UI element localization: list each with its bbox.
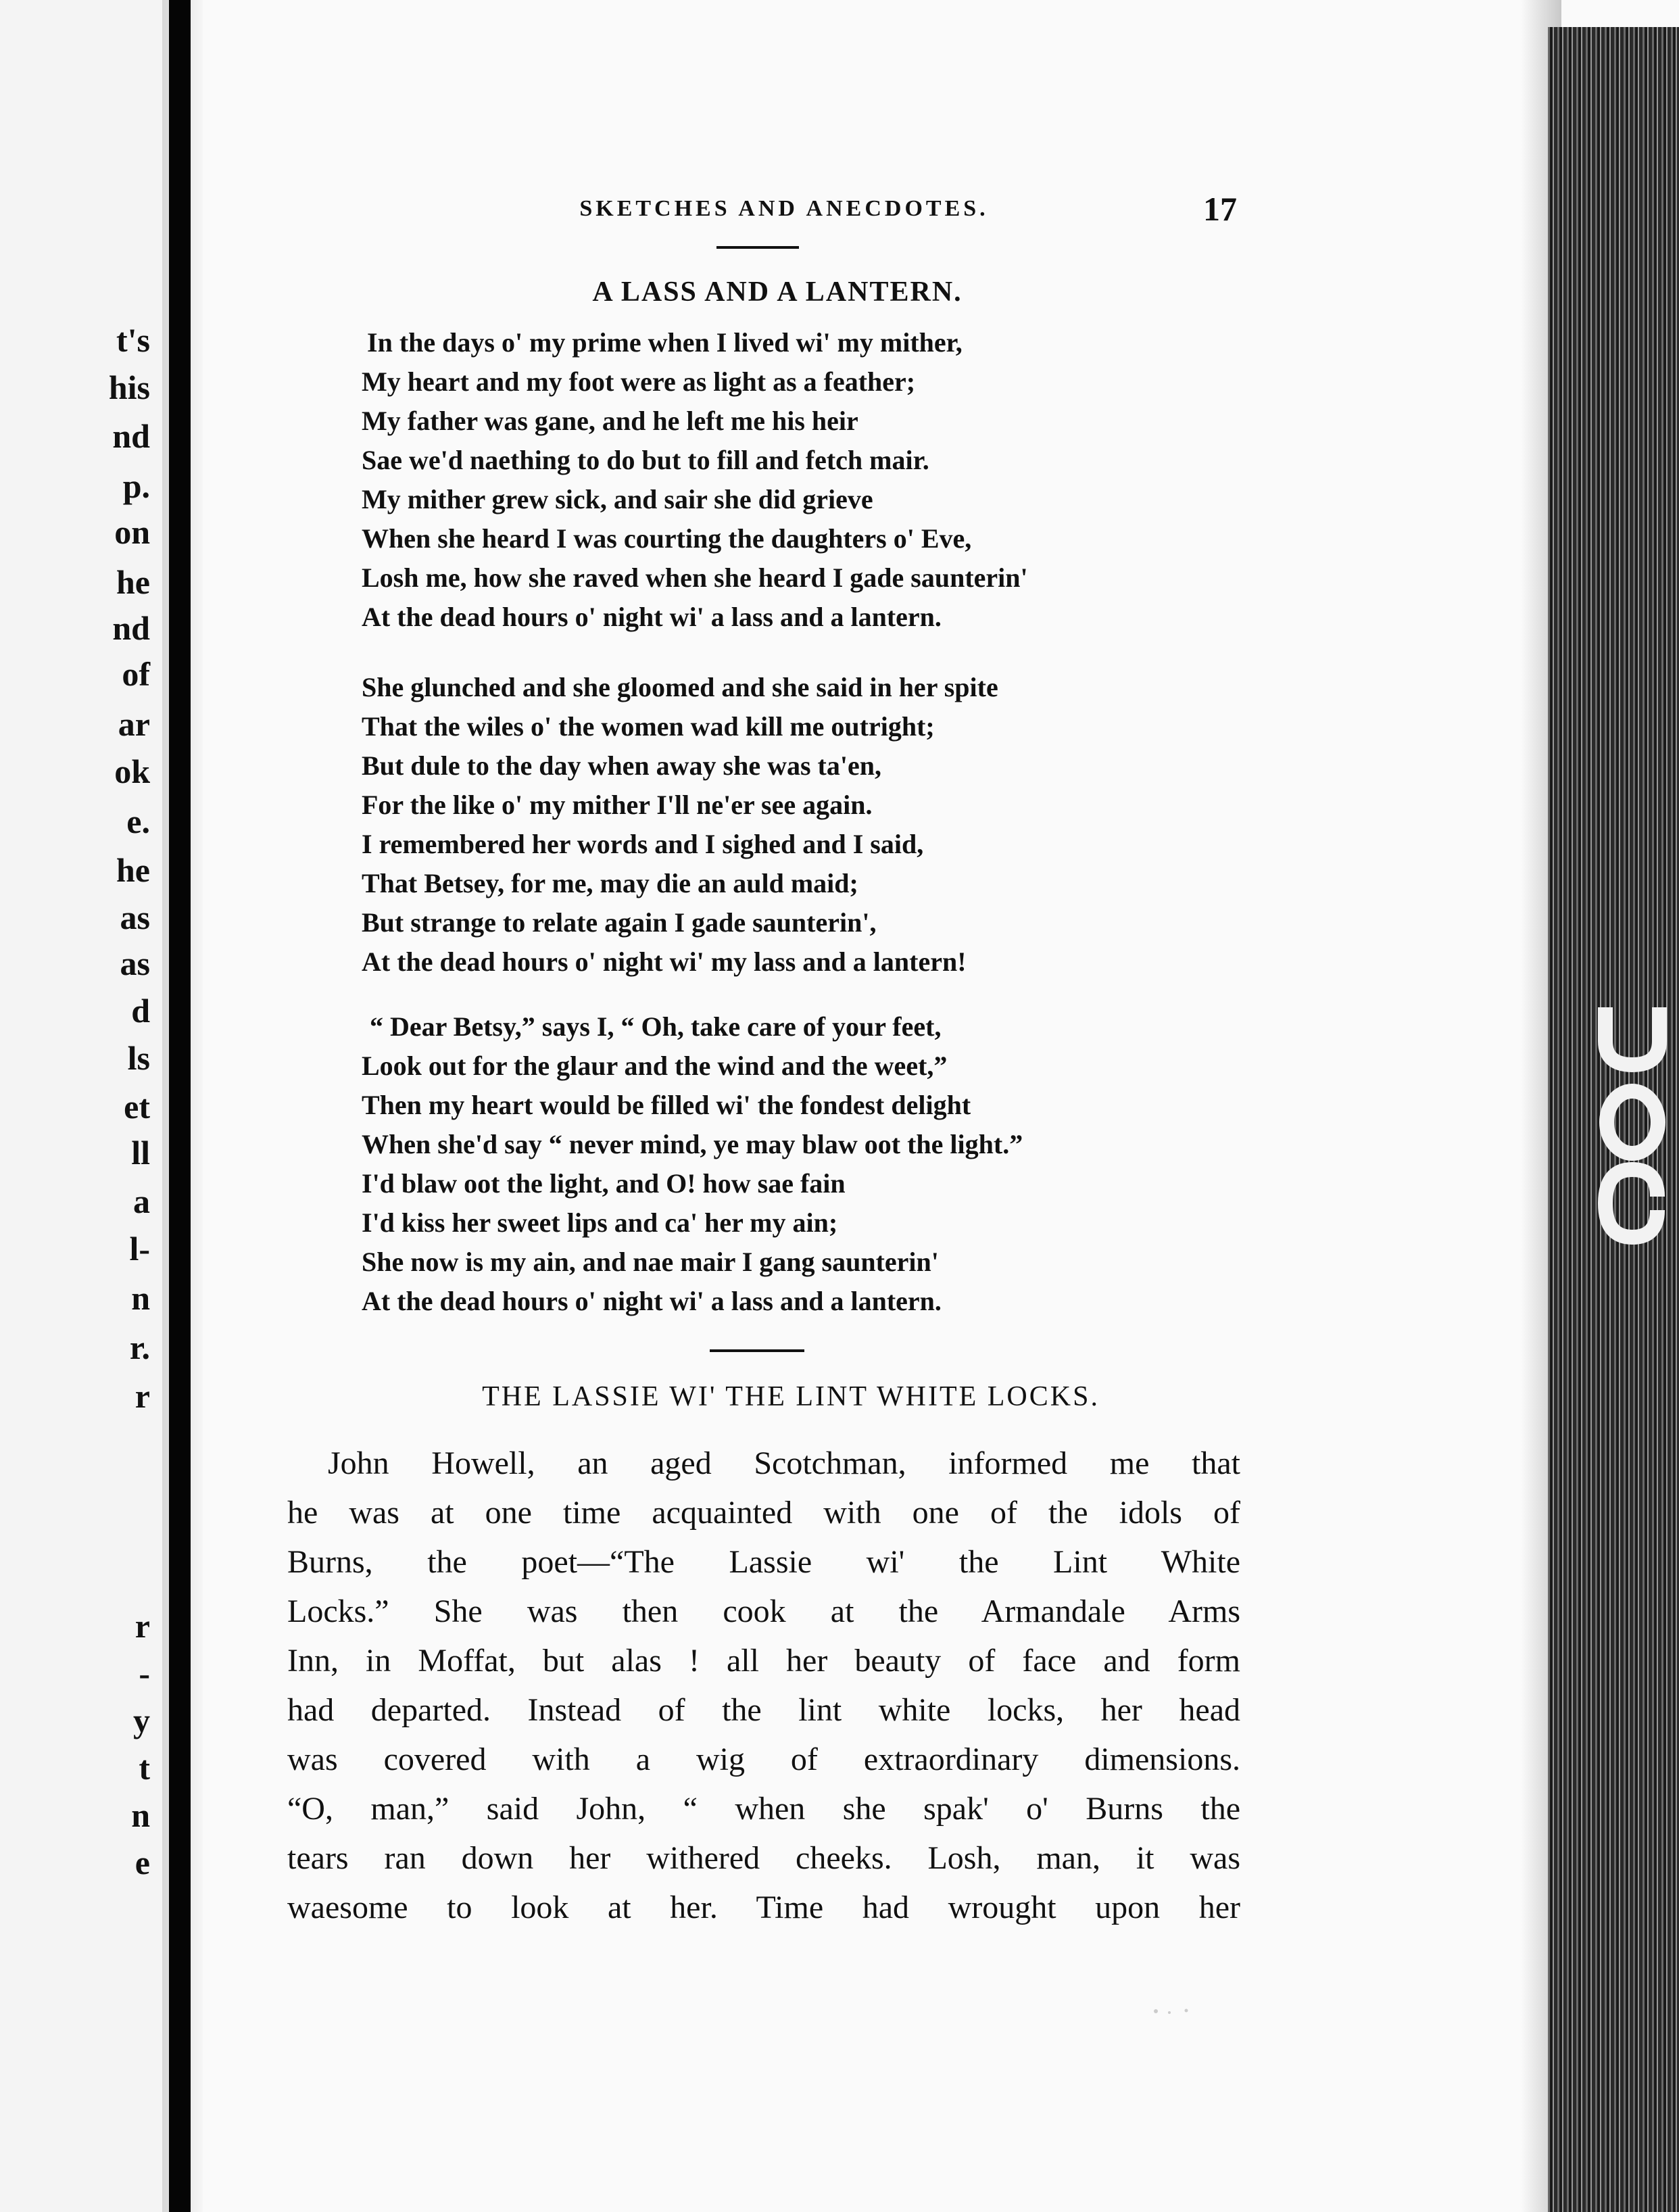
facing-page-fragment: d [131, 992, 150, 1030]
paragraph-line: Burns, the poet—“The Lassie wi' the Lint White [287, 1544, 1240, 1580]
poem-line: When she'd say “ never mind, ye may blaw oot the light.” [362, 1129, 1023, 1159]
facing-page-fragment: as [120, 944, 150, 982]
poem-line: But dule to the day when away she was ta'en, [362, 750, 881, 781]
poem-stanza [362, 668, 1308, 982]
poem-line: That the wiles o' the women wad kill me outright; [362, 711, 935, 742]
poem-line: My father was gane, and he left me his heir [362, 406, 858, 436]
facing-page-fragment: he [116, 851, 150, 889]
paper-speck [1149, 2004, 1203, 2018]
poem-line: At the dead hours o' night wi' my lass and a lantern! [362, 946, 967, 977]
book-gutter [169, 0, 191, 2212]
poem-line: I'd kiss her sweet lips and ca' her my ain; [362, 1207, 838, 1238]
paragraph-line: waesome to look at her. Time had wrought upon her [287, 1890, 1240, 1925]
poem-line: Look out for the glaur and the wind and the weet,” [362, 1051, 948, 1081]
facing-page-fragment: r. [129, 1328, 150, 1366]
poem-title: A LASS AND A LANTERN. [592, 276, 963, 308]
story-title: THE LASSIE WI' THE LINT WHITE LOCKS. [482, 1381, 1100, 1412]
paragraph-line: “O, man,” said John, “ when she spak' o' Burns the [287, 1791, 1240, 1827]
poem-line: I remembered her words and I sighed and I said, [362, 829, 924, 859]
edge-stamp-mark [1595, 1001, 1670, 1257]
poem-line: For the like o' my mither I'll ne'er see again. [362, 790, 873, 820]
poem-line: But strange to relate again I gade saunterin', [362, 907, 877, 938]
facing-page-fragment: y [133, 1702, 150, 1739]
poem-line: I'd blaw oot the light, and O! how sae fain [362, 1168, 846, 1199]
poem-stanza [362, 1007, 1308, 1321]
facing-page-fragment: of [122, 655, 150, 693]
facing-page-fragment: t [139, 1749, 150, 1787]
facing-page-fragment: l- [129, 1230, 150, 1268]
section-rule [710, 1349, 804, 1352]
poem-line: “ Dear Betsy,” says I, “ Oh, take care of your feet, [370, 1011, 942, 1042]
facing-page-fragment: e. [126, 802, 150, 840]
poem-line: At the dead hours o' night wi' a lass and a lantern. [362, 602, 942, 632]
facing-page-fragment: on [114, 513, 150, 551]
poem-line: At the dead hours o' night wi' a lass and a lantern. [362, 1286, 942, 1316]
poem-line: That Betsey, for me, may die an auld maid; [362, 868, 858, 898]
paragraph-line: John Howell, an aged Scotchman, informed me that [328, 1445, 1240, 1481]
poem-line: When she heard I was courting the daughters o' Eve, [362, 523, 972, 554]
poem-line: Sae we'd naething to do but to fill and fetch mair. [362, 445, 929, 475]
paragraph-line: Inn, in Moffat, but alas ! all her beauty of face and form [287, 1643, 1240, 1679]
poem-line: My heart and my foot were as light as a feather; [362, 366, 916, 397]
facing-page-fragment: ok [114, 752, 150, 790]
page-number: 17 [1203, 190, 1237, 228]
facing-page-fragment: p. [122, 467, 150, 505]
facing-page-fragment: e [135, 1844, 150, 1881]
facing-page-fragment: his [108, 368, 150, 406]
facing-page-fragment: r [135, 1377, 150, 1415]
paragraph-line: tears ran down her withered cheeks. Losh, man, it was [287, 1840, 1240, 1876]
poem-line: She now is my ain, and nae mair I gang saunterin' [362, 1247, 939, 1277]
facing-page-fragment: as [120, 898, 150, 936]
facing-page-fragment: he [116, 563, 150, 601]
poem-line: Losh me, how she raved when she heard I gade saunterin' [362, 562, 1028, 593]
facing-page-fragment: n [131, 1279, 150, 1317]
paragraph-line: he was at one time acquainted with one of the idols of [287, 1495, 1240, 1531]
facing-page-left [0, 0, 162, 2212]
facing-page-fragment: ar [118, 705, 150, 743]
paragraph-line: had departed. Instead of the lint white locks, her head [287, 1692, 1240, 1728]
facing-page-fragment: ls [127, 1039, 150, 1077]
facing-page-fragment: nd [112, 609, 150, 647]
facing-page-fragment: n [131, 1796, 150, 1834]
facing-page-fragment: - [139, 1654, 150, 1692]
facing-page-fragment: t's [116, 321, 150, 359]
poem-line: In the days o' my prime when I lived wi' my mither, [367, 327, 963, 358]
section-rule [716, 246, 799, 249]
paragraph-line: Locks.” She was then cook at the Armandale Arms [287, 1593, 1240, 1629]
poem-line: She glunched and she gloomed and she said in her spite [362, 672, 998, 702]
facing-page-fragment: et [124, 1088, 150, 1126]
story-paragraph [287, 1439, 1240, 1932]
facing-page-fragment: ll [131, 1134, 150, 1172]
facing-page-fragment: r [135, 1607, 150, 1645]
poem-line: Then my heart would be filled wi' the fondest delight [362, 1090, 971, 1120]
facing-page-fragment: nd [112, 417, 150, 455]
paragraph-line: was covered with a wig of extraordinary dimensions. [287, 1741, 1240, 1777]
poem-stanza [362, 323, 1308, 637]
poem-line: My mither grew sick, and sair she did grieve [362, 484, 873, 514]
running-head: SKETCHES AND ANECDOTES. [579, 196, 989, 221]
facing-page-fragment: a [133, 1182, 150, 1220]
